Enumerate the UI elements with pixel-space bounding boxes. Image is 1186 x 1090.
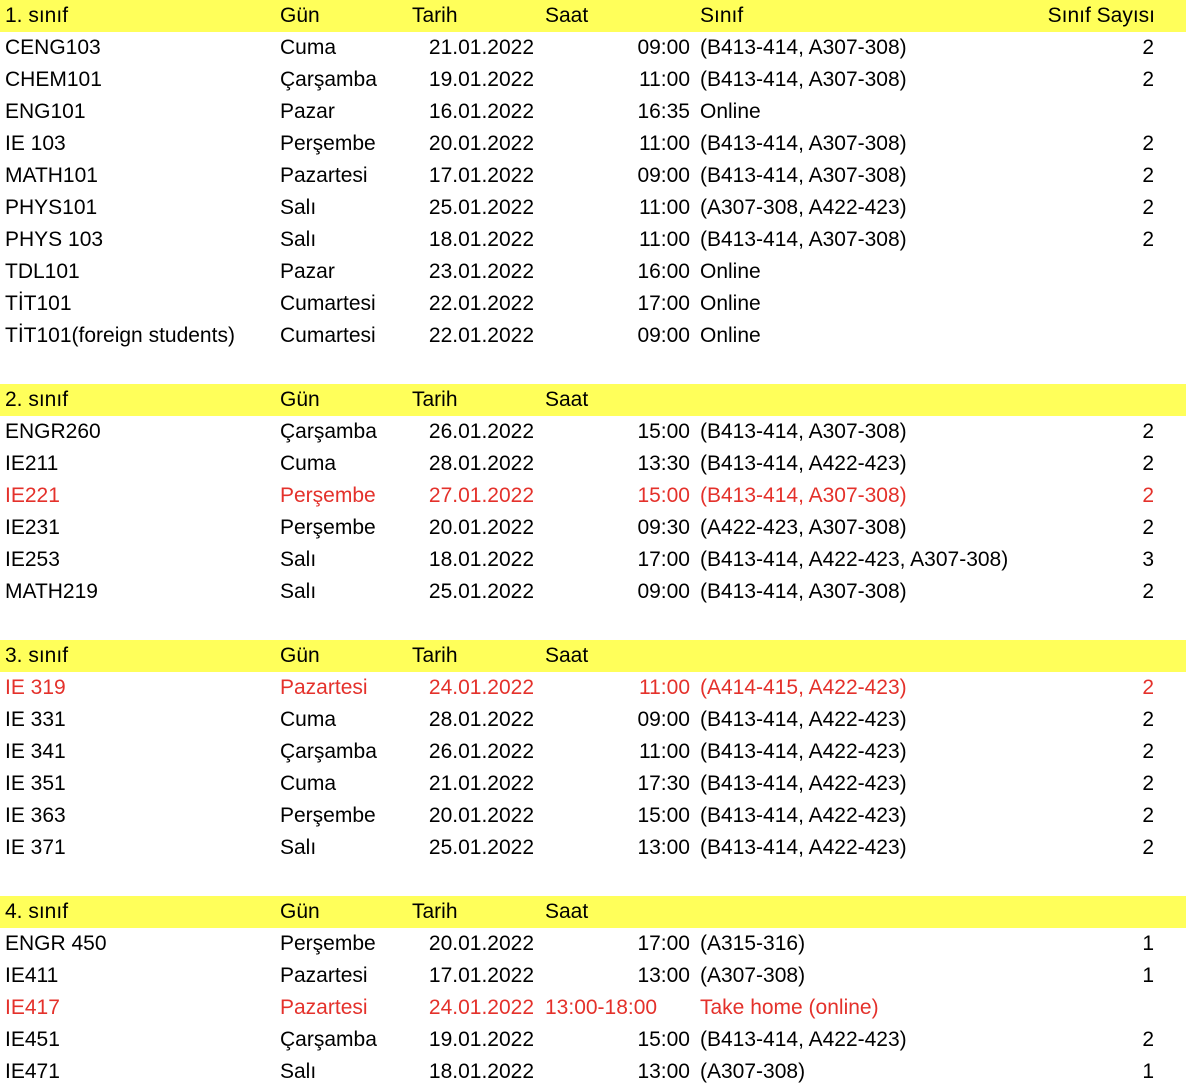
room-count: 2 (1142, 516, 1154, 539)
exam-time: 09:00 (637, 708, 690, 731)
exam-date: 18.01.2022 (428, 1060, 534, 1083)
header-day: Gün (280, 644, 320, 667)
exam-date: 27.01.2022 (428, 484, 534, 507)
exam-time: 09:30 (637, 516, 690, 539)
exam-time: 13:00 (637, 836, 690, 859)
header-grade: 2. sınıf (5, 388, 69, 411)
exam-time: 11:00 (639, 676, 690, 699)
exam-date: 20.01.2022 (428, 132, 534, 155)
exam-time: 17:00 (637, 932, 690, 955)
exam-day: Salı (280, 548, 317, 571)
course-code: TDL101 (5, 260, 80, 283)
exam-time: 16:00 (637, 260, 690, 283)
section-header-row (0, 0, 1186, 32)
exam-row (0, 320, 1186, 352)
exam-date: 21.01.2022 (428, 772, 534, 795)
exam-row (0, 672, 1186, 704)
exam-rooms: (A307-308, A422-423) (700, 196, 907, 219)
exam-rooms: (A315-316) (700, 932, 806, 955)
exam-rooms: Online (700, 100, 761, 123)
exam-day: Çarşamba (280, 420, 377, 443)
exam-date: 28.01.2022 (428, 452, 534, 475)
section-header-row (0, 384, 1186, 416)
exam-rooms: (B413-414, A307-308) (700, 68, 907, 91)
exam-rooms: (B413-414, A307-308) (700, 132, 907, 155)
exam-row (0, 768, 1186, 800)
course-code: MATH219 (5, 580, 98, 603)
course-code: ENGR260 (5, 420, 101, 443)
room-count: 2 (1142, 804, 1154, 827)
exam-date: 24.01.2022 (428, 676, 534, 699)
exam-time: 09:00 (637, 36, 690, 59)
exam-rooms: (A307-308) (700, 964, 806, 987)
exam-rooms: (B413-414, A307-308) (700, 164, 907, 187)
exam-date: 17.01.2022 (428, 164, 534, 187)
exam-date: 18.01.2022 (428, 548, 534, 571)
exam-date: 26.01.2022 (428, 740, 534, 763)
exam-time: 13:00 (637, 1060, 690, 1083)
exam-date: 17.01.2022 (428, 964, 534, 987)
exam-day: Cuma (280, 708, 337, 731)
header-day: Gün (280, 900, 320, 923)
exam-day: Çarşamba (280, 68, 377, 91)
exam-day: Pazar (280, 260, 335, 283)
exam-day: Perşembe (280, 516, 376, 539)
exam-row (0, 512, 1186, 544)
exam-day: Pazartesi (280, 164, 368, 187)
exam-date: 20.01.2022 (428, 516, 534, 539)
exam-time: 15:00 (637, 804, 690, 827)
header-room: Sınıf (700, 4, 744, 27)
header-room-count: Sınıf Sayısı (1047, 4, 1155, 27)
exam-rooms: (B413-414, A307-308) (700, 580, 907, 603)
room-count: 2 (1142, 68, 1154, 91)
exam-row (0, 576, 1186, 608)
exam-day: Salı (280, 836, 317, 859)
exam-time: 11:00 (639, 740, 690, 763)
exam-time: 11:00 (639, 196, 690, 219)
course-code: IE 331 (5, 708, 66, 731)
header-date: Tarih (412, 900, 458, 923)
exam-day: Perşembe (280, 132, 376, 155)
room-count: 2 (1142, 772, 1154, 795)
exam-row (0, 416, 1186, 448)
exam-rooms: (B413-414, A307-308) (700, 36, 907, 59)
exam-day: Pazartesi (280, 964, 368, 987)
exam-date: 25.01.2022 (428, 836, 534, 859)
room-count: 2 (1142, 196, 1154, 219)
exam-day: Perşembe (280, 804, 376, 827)
spacer-row (0, 608, 1186, 640)
course-code: IE471 (5, 1060, 60, 1083)
exam-rooms: Take home (online) (700, 996, 879, 1019)
exam-date: 24.01.2022 (428, 996, 534, 1019)
exam-time: 16:35 (637, 100, 690, 123)
exam-rooms: (B413-414, A307-308) (700, 420, 907, 443)
room-count: 2 (1142, 676, 1154, 699)
room-count: 2 (1142, 484, 1154, 507)
exam-row (0, 448, 1186, 480)
exam-row (0, 928, 1186, 960)
room-count: 2 (1142, 1028, 1154, 1051)
exam-rooms: (B413-414, A422-423) (700, 740, 907, 763)
exam-row (0, 288, 1186, 320)
exam-time: 13:30 (637, 452, 690, 475)
course-code: IE221 (5, 484, 60, 507)
course-code: TİT101(foreign students) (5, 324, 235, 347)
header-grade: 3. sınıf (5, 644, 69, 667)
exam-time: 11:00 (639, 132, 690, 155)
exam-day: Perşembe (280, 484, 376, 507)
header-date: Tarih (412, 644, 458, 667)
exam-day: Cuma (280, 772, 337, 795)
exam-row (0, 256, 1186, 288)
course-code: IE 103 (5, 132, 66, 155)
header-time: Saat (545, 900, 589, 923)
exam-row (0, 1024, 1186, 1056)
exam-row (0, 992, 1186, 1024)
exam-date: 23.01.2022 (428, 260, 534, 283)
header-grade: 4. sınıf (5, 900, 69, 923)
room-count: 2 (1142, 740, 1154, 763)
course-code: IE 363 (5, 804, 66, 827)
exam-rooms: (B413-414, A422-423) (700, 708, 907, 731)
exam-row (0, 736, 1186, 768)
exam-rooms: (B413-414, A422-423) (700, 772, 907, 795)
exam-rooms: (B413-414, A422-423, A307-308) (700, 548, 1009, 571)
exam-date: 22.01.2022 (428, 292, 534, 315)
spacer-row (0, 864, 1186, 896)
room-count: 2 (1142, 164, 1154, 187)
exam-time: 15:00 (637, 420, 690, 443)
spacer-row (0, 352, 1186, 384)
exam-row (0, 960, 1186, 992)
exam-day: Pazartesi (280, 996, 368, 1019)
exam-date: 19.01.2022 (428, 1028, 534, 1051)
exam-rooms: (B413-414, A422-423) (700, 836, 907, 859)
course-code: IE 371 (5, 836, 66, 859)
exam-day: Salı (280, 580, 317, 603)
exam-date: 19.01.2022 (428, 68, 534, 91)
exam-rooms: (B413-414, A422-423) (700, 804, 907, 827)
course-code: IE417 (5, 996, 60, 1019)
exam-day: Çarşamba (280, 740, 377, 763)
exam-rooms: (B413-414, A422-423) (700, 452, 907, 475)
room-count: 2 (1142, 708, 1154, 731)
exam-rooms: (B413-414, A307-308) (700, 228, 907, 251)
course-code: IE 341 (5, 740, 66, 763)
room-count: 1 (1142, 964, 1154, 987)
exam-row (0, 1056, 1186, 1088)
exam-time: 09:00 (637, 324, 690, 347)
course-code: IE411 (5, 964, 59, 987)
exam-day: Cuma (280, 452, 337, 475)
header-grade: 1. sınıf (5, 4, 69, 27)
exam-row (0, 704, 1186, 736)
exam-time: 11:00 (639, 68, 690, 91)
header-date: Tarih (412, 4, 458, 27)
exam-day: Cuma (280, 36, 337, 59)
header-date: Tarih (412, 388, 458, 411)
exam-time: 11:00 (639, 228, 690, 251)
course-code: CHEM101 (5, 68, 102, 91)
exam-row (0, 832, 1186, 864)
exam-rooms: (B413-414, A307-308) (700, 484, 907, 507)
room-count: 2 (1142, 228, 1154, 251)
course-code: PHYS 103 (5, 228, 104, 251)
exam-row (0, 800, 1186, 832)
section-header-row (0, 640, 1186, 672)
exam-date: 25.01.2022 (428, 580, 534, 603)
course-code: TİT101 (5, 292, 72, 315)
exam-time: 13:00 (637, 964, 690, 987)
exam-rooms: Online (700, 260, 761, 283)
exam-rooms: Online (700, 324, 761, 347)
room-count: 3 (1142, 548, 1154, 571)
exam-time: 17:00 (637, 292, 690, 315)
course-code: IE253 (5, 548, 60, 571)
exam-rooms: Online (700, 292, 761, 315)
exam-time: 13:00-18:00 (545, 996, 658, 1019)
course-code: IE 351 (5, 772, 66, 795)
exam-row (0, 96, 1186, 128)
course-code: IE 319 (5, 676, 66, 699)
header-time: Saat (545, 388, 589, 411)
course-code: IE211 (5, 452, 59, 475)
exam-rooms: (A422-423, A307-308) (700, 516, 907, 539)
room-count: 1 (1142, 1060, 1154, 1083)
course-code: ENGR 450 (5, 932, 107, 955)
exam-day: Pazartesi (280, 676, 368, 699)
exam-date: 25.01.2022 (428, 196, 534, 219)
room-count: 2 (1142, 36, 1154, 59)
exam-row (0, 160, 1186, 192)
exam-date: 18.01.2022 (428, 228, 534, 251)
exam-day: Çarşamba (280, 1028, 377, 1051)
exam-time: 15:00 (637, 1028, 690, 1051)
exam-rooms: (B413-414, A422-423) (700, 1028, 907, 1051)
exam-row (0, 192, 1186, 224)
exam-rooms: (A307-308) (700, 1060, 806, 1083)
exam-row (0, 480, 1186, 512)
exam-time: 15:00 (637, 484, 690, 507)
header-time: Saat (545, 644, 589, 667)
exam-date: 28.01.2022 (428, 708, 534, 731)
exam-day: Salı (280, 196, 317, 219)
room-count: 1 (1142, 932, 1154, 955)
course-code: IE231 (5, 516, 60, 539)
exam-row (0, 544, 1186, 576)
header-day: Gün (280, 4, 320, 27)
section-header-row (0, 896, 1186, 928)
exam-day: Salı (280, 1060, 317, 1083)
course-code: MATH101 (5, 164, 98, 187)
exam-day: Cumartesi (280, 292, 376, 315)
exam-row (0, 64, 1186, 96)
header-day: Gün (280, 388, 320, 411)
exam-time: 09:00 (637, 580, 690, 603)
room-count: 2 (1142, 836, 1154, 859)
course-code: PHYS101 (5, 196, 98, 219)
room-count: 2 (1142, 452, 1154, 475)
course-code: IE451 (5, 1028, 60, 1051)
exam-date: 21.01.2022 (428, 36, 534, 59)
course-code: CENG103 (5, 36, 101, 59)
exam-day: Pazar (280, 100, 335, 123)
exam-row (0, 32, 1186, 64)
exam-row (0, 224, 1186, 256)
room-count: 2 (1142, 132, 1154, 155)
exam-day: Salı (280, 228, 317, 251)
exam-day: Perşembe (280, 932, 376, 955)
exam-time: 17:30 (637, 772, 690, 795)
exam-date: 22.01.2022 (428, 324, 534, 347)
exam-row (0, 128, 1186, 160)
exam-date: 26.01.2022 (428, 420, 534, 443)
exam-time: 17:00 (637, 548, 690, 571)
course-code: ENG101 (5, 100, 86, 123)
exam-date: 20.01.2022 (428, 804, 534, 827)
header-time: Saat (545, 4, 589, 27)
exam-rooms: (A414-415, A422-423) (700, 676, 907, 699)
exam-date: 20.01.2022 (428, 932, 534, 955)
room-count: 2 (1142, 420, 1154, 443)
room-count: 2 (1142, 580, 1154, 603)
exam-date: 16.01.2022 (428, 100, 534, 123)
exam-time: 09:00 (637, 164, 690, 187)
exam-day: Cumartesi (280, 324, 376, 347)
